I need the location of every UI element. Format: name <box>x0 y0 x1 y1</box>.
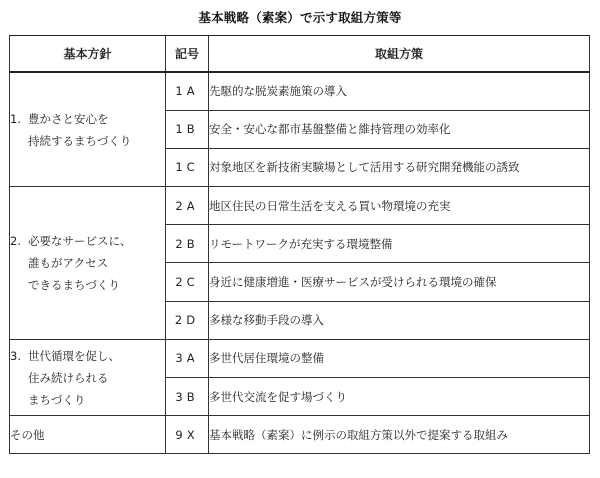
header-measure: 取組方策 <box>209 36 590 73</box>
measure-cell: 多世代居住環境の整備 <box>209 339 590 377</box>
policy-number: 1. <box>10 111 21 126</box>
table-row <box>10 416 590 454</box>
measure-cell: 対象地区を新技術実験場として活用する研究開発機能の誘致 <box>209 148 590 186</box>
policy-line: 誰もがアクセス <box>28 255 109 270</box>
policy-line: 必要なサービスに、 <box>28 233 132 248</box>
page-title: 基本戦略（素案）で示す取組方策等 <box>198 10 402 25</box>
code-cell: 9X <box>166 416 209 454</box>
code-cell: 3A <box>166 339 209 377</box>
measure-cell: リモートワークが充実する環境整備 <box>209 225 590 263</box>
measure-cell: 多様な移動手段の導入 <box>209 301 590 339</box>
policy-cell-1 <box>10 72 166 187</box>
policy-line: 豊かさと安心を <box>28 111 109 126</box>
measure-cell: 安全・安心な都市基盤整備と維持管理の効率化 <box>209 110 590 148</box>
code-cell: 3B <box>166 378 209 416</box>
measure-cell: 身近に健康増進・医療サービスが受けられる環境の確保 <box>209 263 590 301</box>
measure-cell: 基本戦略（素案）に例示の取組方策以外で提案する取組み <box>209 416 590 454</box>
code-cell: 2D <box>166 301 209 339</box>
table-row <box>10 339 590 377</box>
header-policy: 基本方針 <box>10 36 166 73</box>
policy-line: 世代循環を促し、 <box>28 348 120 363</box>
policy-number: 2. <box>10 233 21 248</box>
table-header-row <box>10 36 590 73</box>
strategy-table <box>9 35 590 454</box>
policy-cell-other: その他 <box>10 416 166 454</box>
policy-cell-3 <box>10 339 166 415</box>
code-cell: 2B <box>166 225 209 263</box>
header-code: 記号 <box>166 36 209 73</box>
policy-line: 持続するまちづくり <box>28 133 132 148</box>
table-row <box>10 72 590 110</box>
policy-number: 3. <box>10 348 21 363</box>
code-cell: 2A <box>166 187 209 225</box>
policy-line: 住み続けられる <box>28 370 109 385</box>
code-cell: 1B <box>166 110 209 148</box>
measure-cell: 多世代交流を促す場づくり <box>209 378 590 416</box>
policy-line: できるまちづくり <box>28 277 120 292</box>
code-cell: 1A <box>166 72 209 110</box>
code-cell: 1C <box>166 148 209 186</box>
code-cell: 2C <box>166 263 209 301</box>
measure-cell: 先駆的な脱炭素施策の導入 <box>209 72 590 110</box>
measure-cell: 地区住民の日常生活を支える買い物環境の充実 <box>209 187 590 225</box>
table-row <box>10 187 590 225</box>
policy-line: まちづくり <box>28 392 86 407</box>
policy-cell-2 <box>10 187 166 340</box>
